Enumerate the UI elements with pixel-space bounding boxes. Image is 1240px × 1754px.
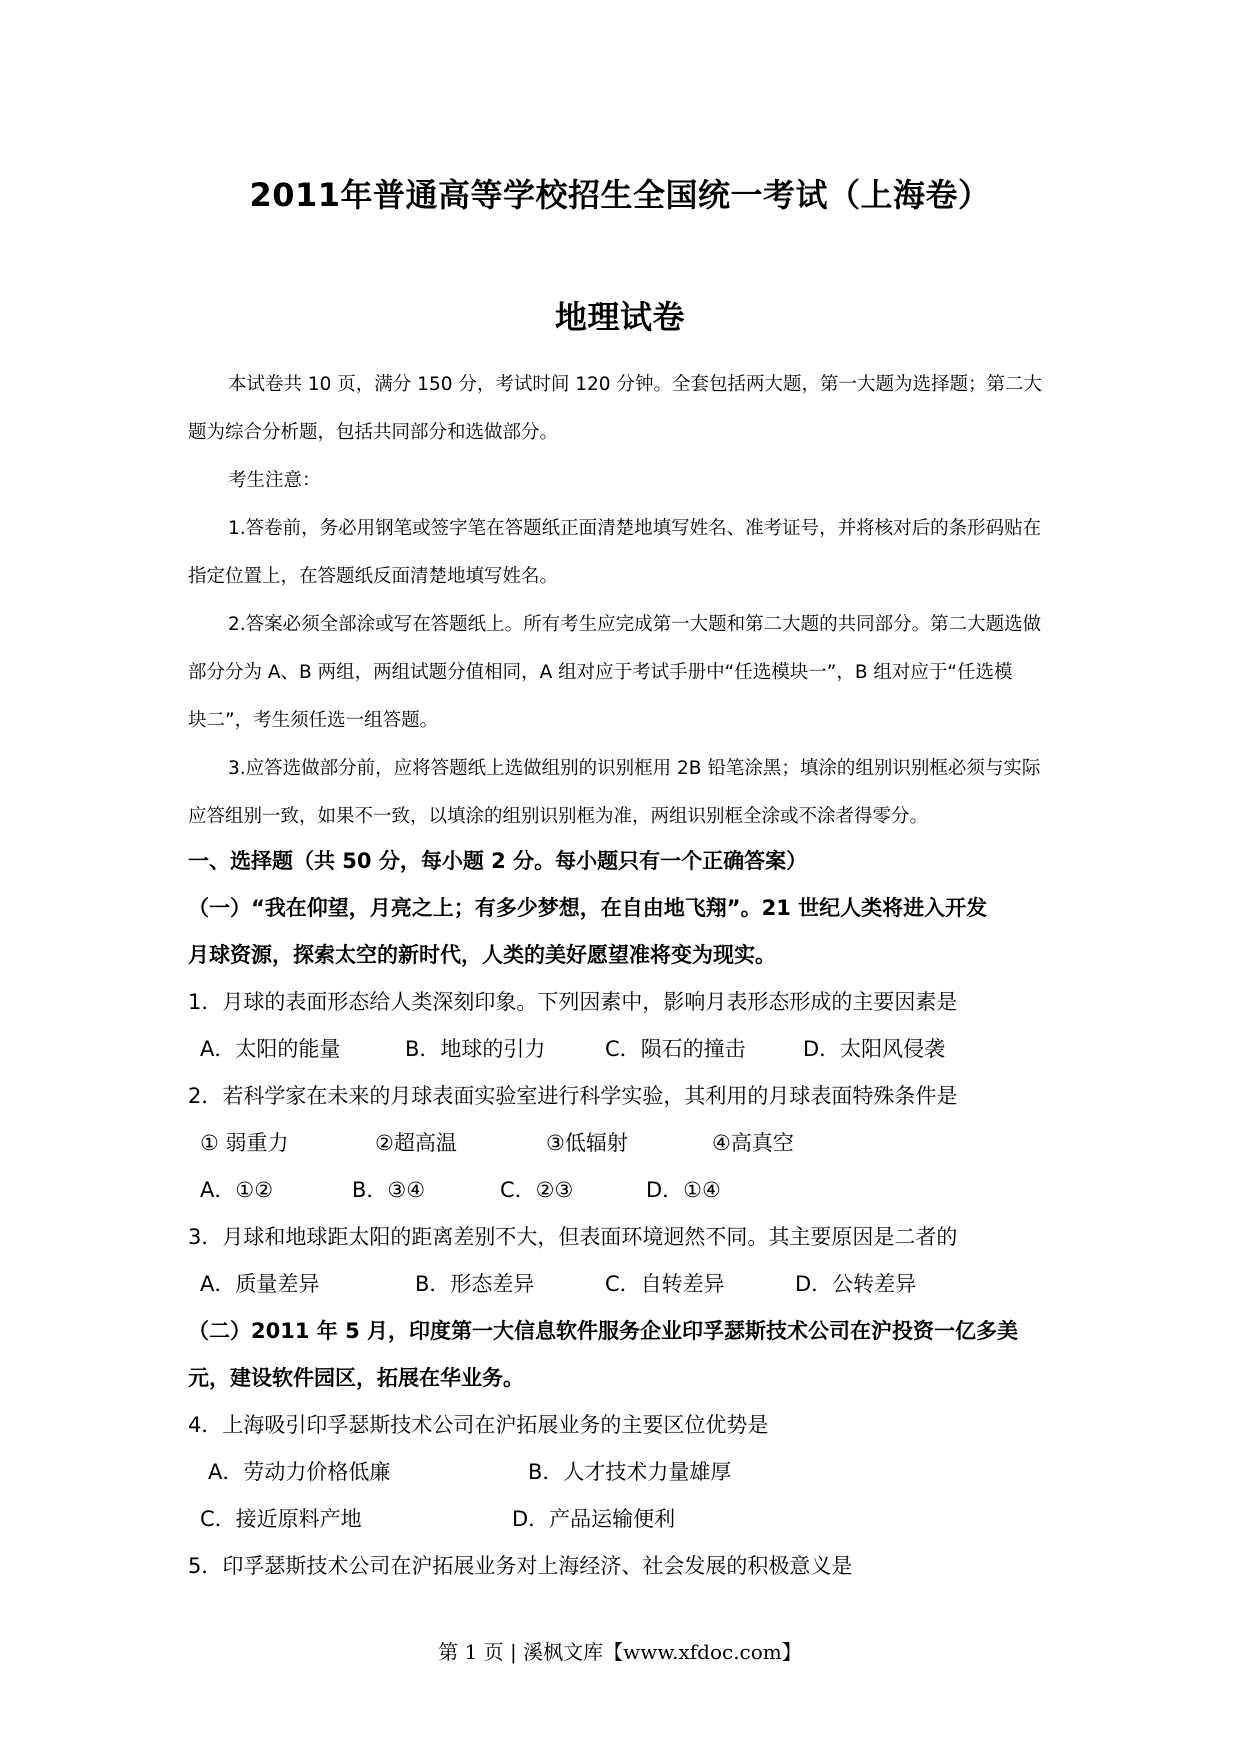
question-2-option-c: C．②③ <box>500 1178 574 1202</box>
question-1-option-a: A．太阳的能量 <box>200 1037 341 1061</box>
question-1: 1．月球的表面形态给人类深刻印象。下列因素中，影响月表形态形成的主要因素是 <box>188 990 958 1014</box>
question-2-option-a: A．①② <box>200 1178 274 1202</box>
question-2-item-2: ②超高温 <box>375 1131 457 1155</box>
question-1-option-b: B．地球的引力 <box>405 1037 546 1061</box>
group-2-intro: （二）2011 年 5 月，印度第一大信息软件服务企业印孚瑟斯技术公司在沪投资一亿多美 <box>188 1319 1018 1343</box>
notice-heading: 考生注意： <box>228 470 321 491</box>
question-1-option-c: C．陨石的撞击 <box>605 1037 746 1061</box>
question-2-option-d: D．①④ <box>646 1178 721 1202</box>
notice-item-3-cont: 应答组别一致，如果不一致，以填涂的组别识别框为准，两组识别框全涂或不涂者得零分。 <box>188 806 929 827</box>
question-2-option-b: B．③④ <box>352 1178 426 1202</box>
group-1-intro-cont: 月球资源，探索太空的新时代，人类的美好愿望准将变为现实。 <box>188 943 776 967</box>
notice-item-1: 1.答卷前，务必用钢笔或签字笔在答题纸正面清楚地填写姓名、准考证号，并将核对后的条形码贴在 <box>228 518 1042 539</box>
notice-item-2: 2.答案必须全部涂或写在答题纸上。所有考生应完成第一大题和第二大题的共同部分。第二大题选做 <box>228 614 1042 635</box>
question-3-option-b: B．形态差异 <box>415 1272 535 1296</box>
group-1-intro: （一）“我在仰望，月亮之上；有多少梦想，在自由地飞翔”。21 世纪人类将进入开发 <box>188 896 988 920</box>
question-2-item-4: ④高真空 <box>712 1131 794 1155</box>
question-2: 2．若科学家在未来的月球表面实验室进行科学实验，其利用的月球表面特殊条件是 <box>188 1084 958 1108</box>
question-1-option-d: D．太阳风侵袭 <box>803 1037 946 1061</box>
question-5: 5．印孚瑟斯技术公司在沪拓展业务对上海经济、社会发展的积极意义是 <box>188 1554 853 1578</box>
exam-subtitle: 地理试卷 <box>554 298 685 336</box>
question-4-option-c: C．接近原料产地 <box>200 1507 362 1531</box>
group-2-intro-cont: 元，建设软件园区，拓展在华业务。 <box>188 1366 524 1390</box>
question-2-item-1: ① 弱重力 <box>200 1131 289 1155</box>
intro-paragraph-line: 题为综合分析题，包括共同部分和选做部分。 <box>188 422 559 443</box>
notice-item-2-cont: 块二”，考生须任选一组答题。 <box>188 710 439 731</box>
section-heading: 一、选择题（共 50 分，每小题 2 分。每小题只有一个正确答案） <box>188 849 808 873</box>
question-4-option-b: B．人才技术力量雄厚 <box>528 1460 732 1484</box>
question-4-option-a: A．劳动力价格低廉 <box>208 1460 391 1484</box>
question-2-item-3: ③低辐射 <box>546 1131 628 1155</box>
question-4-option-d: D．产品运输便利 <box>512 1507 676 1531</box>
notice-item-2-cont: 部分分为 A、B 两组，两组试题分值相同，A 组对应于考试手册中“任选模块一”，B 组对应于“任选模 <box>188 662 1013 683</box>
question-3-option-c: C．自转差异 <box>605 1272 725 1296</box>
intro-paragraph-line: 本试卷共 10 页，满分 150 分，考试时间 120 分钟。全套包括两大题，第一大题为选择题；第二大 <box>228 374 1042 395</box>
question-3-option-a: A．质量差异 <box>200 1272 320 1296</box>
page-footer: 第 1 页 | 溪枫文库【www.xfdoc.com】 <box>438 1640 802 1664</box>
question-3-option-d: D．公转差异 <box>795 1272 917 1296</box>
question-3: 3．月球和地球距太阳的距离差别不大，但表面环境迥然不同。其主要原因是二者的 <box>188 1225 958 1249</box>
notice-item-3: 3.应答选做部分前，应将答题纸上选做组别的识别框用 2B 铅笔涂黑；填涂的组别识别框必须与实际 <box>228 758 1041 779</box>
exam-title: 2011年普通高等学校招生全国统一考试（上海卷） <box>249 176 991 214</box>
notice-item-1-cont: 指定位置上，在答题纸反面清楚地填写姓名。 <box>188 566 559 587</box>
question-4: 4．上海吸引印孚瑟斯技术公司在沪拓展业务的主要区位优势是 <box>188 1413 769 1437</box>
